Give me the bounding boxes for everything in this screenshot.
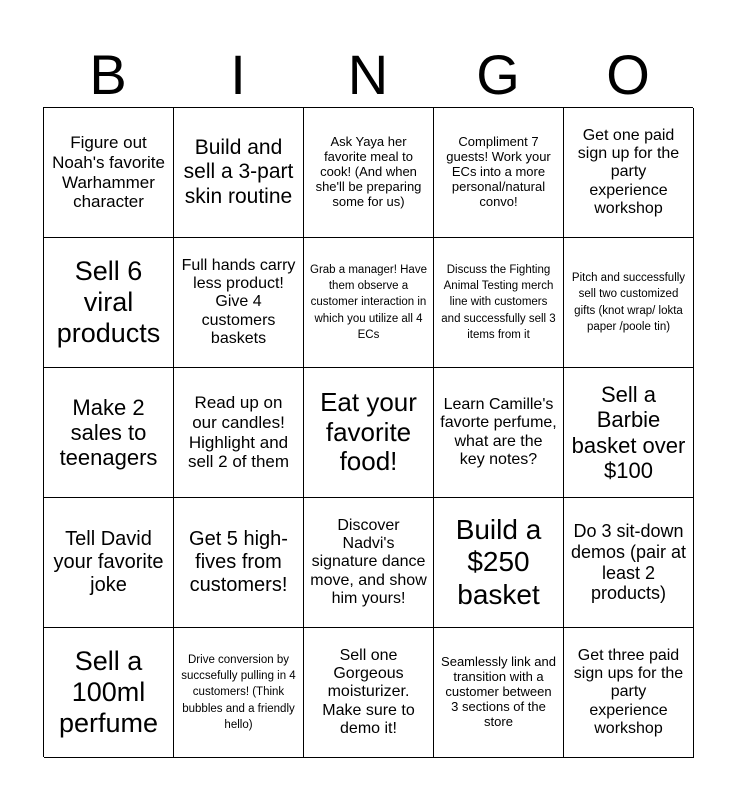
bingo-cell-text: Sell 6 viral products bbox=[56, 255, 161, 349]
bingo-cell-text: Pitch and successfully sell two customized gifts (knot wrap/ lokta paper /poole tin) bbox=[571, 272, 686, 333]
bingo-cell[interactable] bbox=[44, 368, 174, 498]
bingo-cell[interactable] bbox=[44, 498, 174, 628]
bingo-cell[interactable] bbox=[564, 238, 694, 368]
bingo-cell-text: Get 5 high-fives from customers! bbox=[189, 528, 288, 596]
bingo-cell[interactable] bbox=[174, 628, 304, 758]
bingo-cell-text: Do 3 sit-down demos (pair at least 2 products) bbox=[570, 521, 687, 604]
bingo-cell-text: Full hands carry less product! Give 4 customers baskets bbox=[181, 256, 296, 348]
bingo-cell-text: Build a $250 basket bbox=[455, 514, 542, 610]
free-space-text: Eat your favorite food! bbox=[320, 386, 417, 477]
header-letter-i: I bbox=[230, 43, 246, 106]
bingo-cell[interactable] bbox=[434, 108, 564, 238]
free-space-cell[interactable] bbox=[304, 368, 434, 498]
bingo-cell-text: Sell a 100ml perfume bbox=[58, 645, 159, 739]
bingo-cell-text: Get three paid sign ups for the party experience workshop bbox=[573, 646, 684, 738]
header-letter-g: G bbox=[476, 43, 520, 106]
bingo-cell[interactable] bbox=[434, 628, 564, 758]
bingo-cell[interactable] bbox=[174, 498, 304, 628]
bingo-cell[interactable] bbox=[564, 368, 694, 498]
bingo-cell[interactable] bbox=[304, 108, 434, 238]
bingo-cell[interactable] bbox=[564, 108, 694, 238]
bingo-cell-text: Ask Yaya her favorite meal to cook! (And when she'll be preparing some for us) bbox=[315, 134, 422, 209]
bingo-cell[interactable] bbox=[434, 238, 564, 368]
bingo-cell-text: Compliment 7 guests! Work your ECs into a more personal/natural convo! bbox=[446, 134, 551, 209]
bingo-cell[interactable] bbox=[44, 628, 174, 758]
header-letter-b: B bbox=[89, 43, 127, 106]
header-letter-o: O bbox=[606, 43, 650, 106]
bingo-cell[interactable] bbox=[174, 368, 304, 498]
bingo-cell-text: Discuss the Fighting Animal Testing merch line with customers and successfully sell 3 items from it bbox=[441, 264, 556, 341]
bingo-cell[interactable] bbox=[304, 238, 434, 368]
bingo-cell[interactable] bbox=[174, 238, 304, 368]
bingo-cell-text: Tell David your favorite joke bbox=[53, 528, 164, 596]
bingo-cell-text: Figure out Noah's favorite Warhammer character bbox=[52, 133, 165, 212]
bingo-cell[interactable] bbox=[564, 628, 694, 758]
bingo-cell-text: Grab a manager! Have them observe a customer interaction in which you utilize all 4 ECs bbox=[310, 264, 427, 341]
bingo-cell-text: Get one paid sign up for the party experience workshop bbox=[577, 126, 680, 218]
bingo-cell[interactable] bbox=[304, 498, 434, 628]
bingo-cell[interactable] bbox=[44, 238, 174, 368]
bingo-cell-text: Sell a Barbie basket over $100 bbox=[571, 381, 686, 483]
bingo-cell[interactable] bbox=[564, 498, 694, 628]
bingo-cell[interactable] bbox=[434, 368, 564, 498]
bingo-cell[interactable] bbox=[304, 628, 434, 758]
bingo-cell[interactable] bbox=[174, 108, 304, 238]
bingo-cell-text: Sell one Gorgeous moisturizer. Make sure to demo it! bbox=[322, 646, 415, 738]
bingo-header bbox=[43, 45, 693, 105]
header-letter-n: N bbox=[347, 43, 389, 106]
bingo-cell-text: Seamlessly link and transition with a customer between 3 sections of the store bbox=[441, 654, 556, 729]
bingo-cell-text: Read up on our candles! Highlight and sell 2 of them bbox=[187, 393, 290, 472]
bingo-cell-text: Discover Nadvi's signature dance move, and show him yours! bbox=[310, 516, 427, 608]
bingo-cell-text: Make 2 sales to teenagers bbox=[59, 394, 158, 471]
bingo-cell-text: Build and sell a 3-part skin routine bbox=[183, 136, 294, 208]
bingo-card-grid bbox=[43, 107, 693, 757]
bingo-cell[interactable] bbox=[44, 108, 174, 238]
bingo-cell[interactable] bbox=[434, 498, 564, 628]
bingo-cell-text: Learn Camille's favorte perfume, what are the key notes? bbox=[440, 395, 557, 468]
bingo-cell-text: Drive conversion by succsefully pulling in 4 customers! (Think bubbles and a friendly hello) bbox=[181, 654, 296, 731]
